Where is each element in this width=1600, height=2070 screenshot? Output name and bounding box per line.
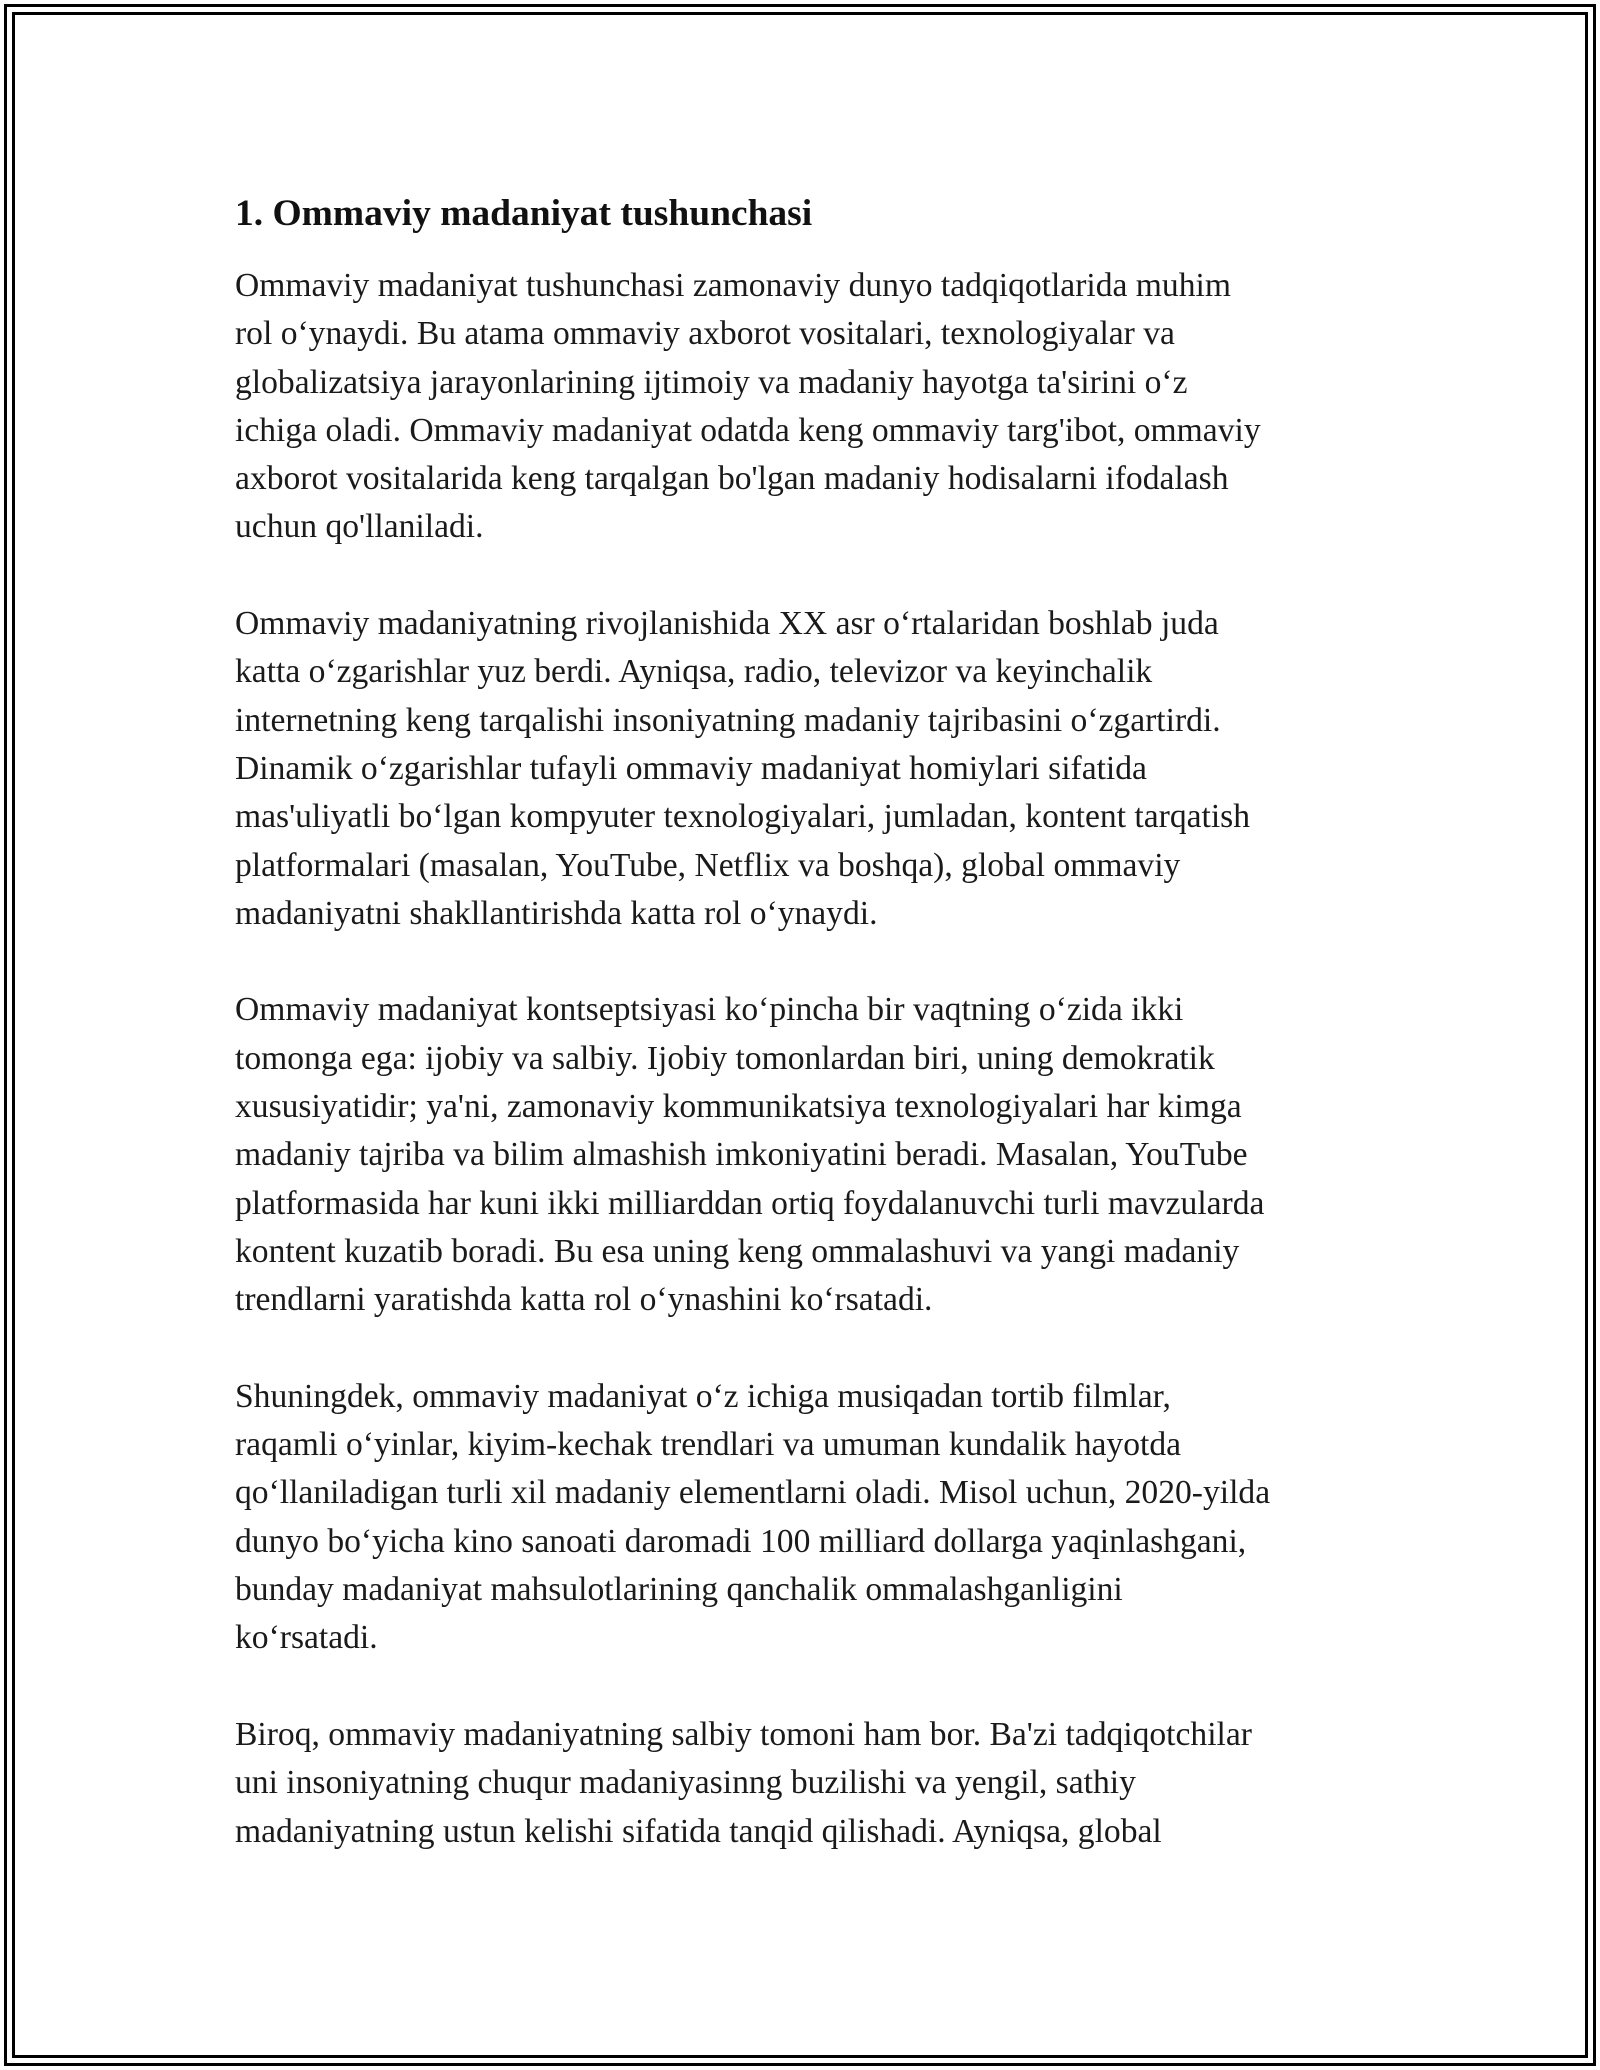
paragraph-1: Ommaviy madaniyat tushunchasi zamonaviy dunyo tadqiqotlarida muhim rol oʻynaydi. Bu atama ommaviy axborot vositalari, texnologiyalar va globalizatsiya jarayonlarining ijtimoiy va madaniy hayotga ta'sirini oʻz ichiga oladi. Ommaviy madaniyat odatda keng ommaviy targ'ibot, ommaviy axborot vositalarida keng tarqalgan bo'lgan madaniy hodisalarni ifodalash uchun qo'llaniladi. (235, 267, 1261, 546)
paragraph-2: Ommaviy madaniyatning rivojlanishida XX asr oʻrtalaridan boshlab juda katta oʻzgarishlar yuz berdi. Ayniqsa, radio, televizor va keyinchalik internetning keng tarqalishi insoniyatning madaniy tajribasini oʻzgartirdi. Dinamik oʻzgarishlar tufayli ommaviy madaniyat homiylari sifatida mas'uliyatli boʻlgan kompyuter texnologiyalari, jumladan, kontent tarqatish platformalari (masalan, YouTube, Netflix va boshqa), global ommaviy madaniyatni shakllantirishda katta rol oʻynaydi. (235, 605, 1251, 932)
page-title: 1. Ommaviy madaniyat tushunchasi (235, 193, 813, 234)
document-body (235, 186, 1375, 1904)
paragraph-4: Shuningdek, ommaviy madaniyat oʻz ichiga musiqadan tortib filmlar, raqamli oʻyinlar, kiyim-kechak trendlari va umuman kundalik hayotda qoʻllaniladigan turli xil madaniy elementlarni oladi. Misol uchun, 2020-yilda dunyo boʻyicha kino sanoati daromadi 100 milliard dollarga yaqinlashgani, bunday madaniyat mahsulotlarining qanchalik ommalashganligini koʻrsatadi. (235, 1377, 1271, 1657)
paragraph-5: Biroq, ommaviy madaniyatning salbiy tomoni ham bor. Ba'zi tadqiqotchilar uni insoniyatning chuqur madaniyasinng buzilishi va yengil, sathiy madaniyatning ustun kelishi sifatida tanqid qilishadi. Ayniqsa, global (235, 1715, 1252, 1850)
paragraph-3: Ommaviy madaniyat kontseptsiyasi koʻpincha bir vaqtning oʻzida ikki tomonga ega: ijobiy va salbiy. Ijobiy tomonlardan biri, uning demokratik xususiyatidir; ya'ni, zamonaviy kommunikatsiya texnologiyalari har kimga madaniy tajriba va bilim almashish imkoniyatini beradi. Masalan, YouTube platformasida har kuni ikki milliarddan ortiq foydalanuvchi turli mavzularda kontent kuzatib boradi. Bu esa uning keng ommalashuvi va yangi madaniy trendlarni yaratishda katta rol oʻynashini koʻrsatadi. (235, 991, 1265, 1319)
